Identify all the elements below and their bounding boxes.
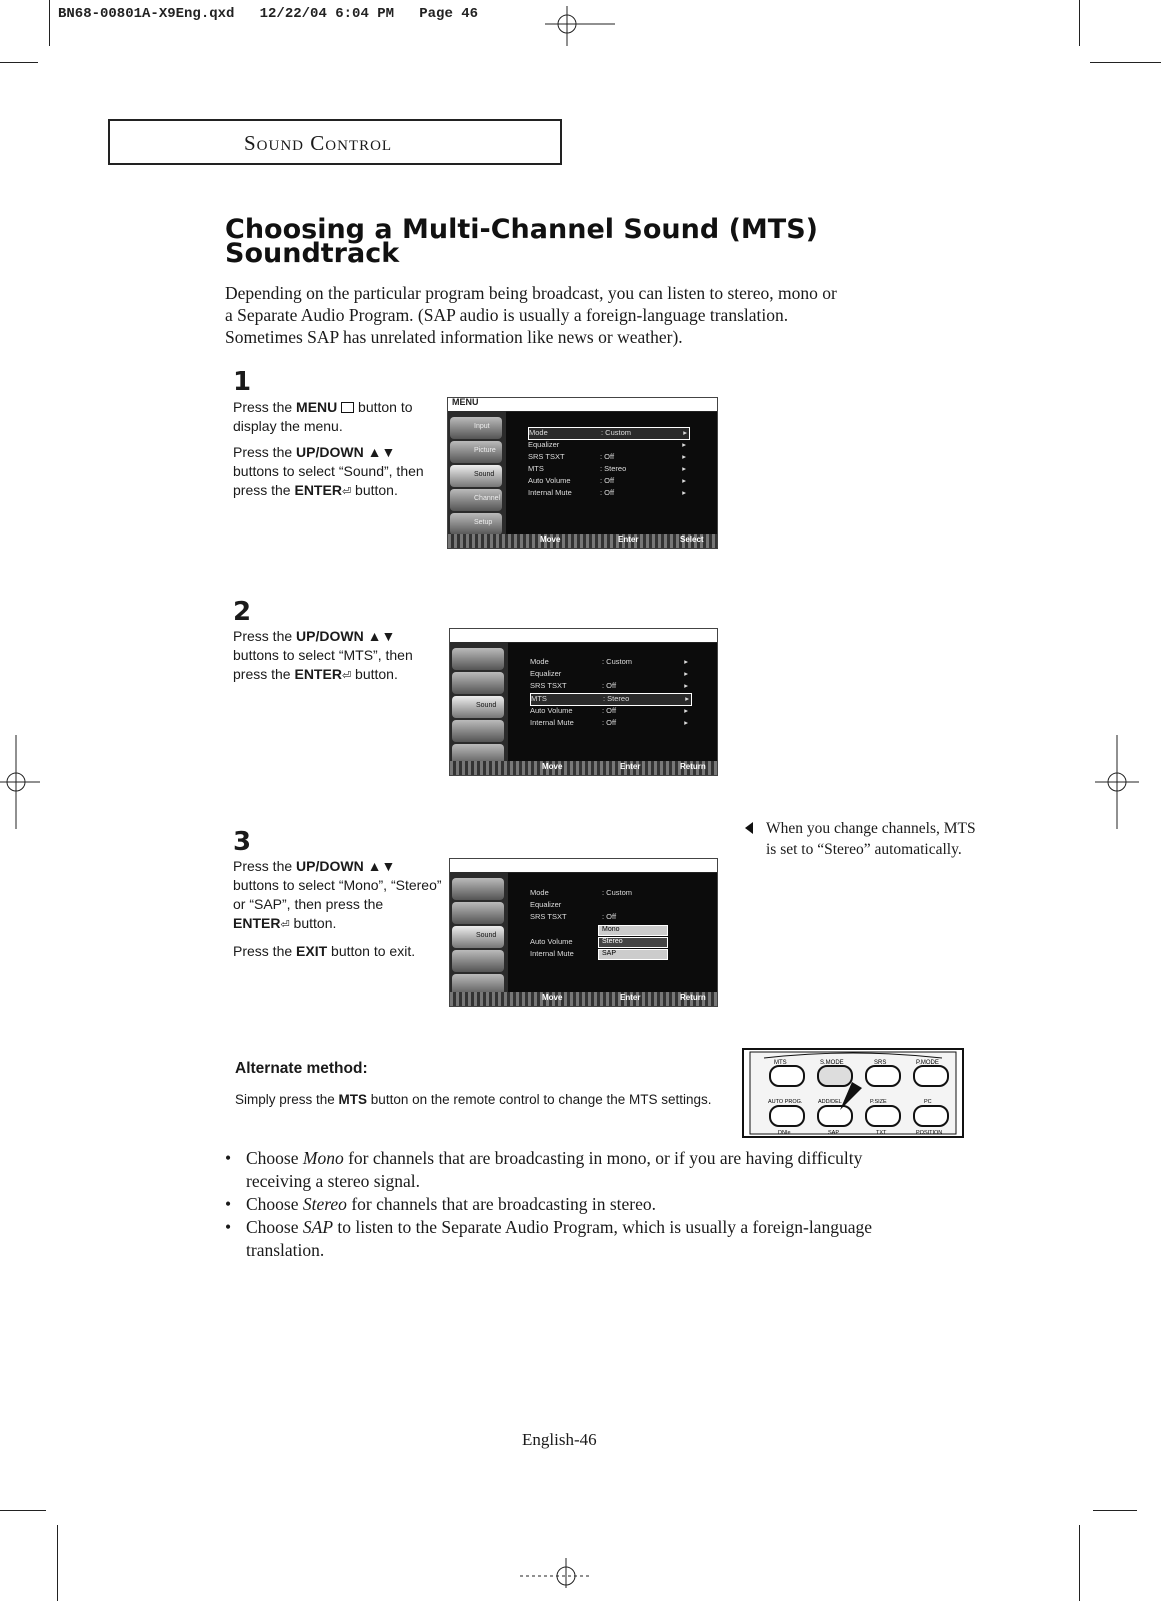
mts-option-mono[interactable]: Mono	[598, 925, 668, 936]
list-item: • Choose Mono for channels that are broadcasting in mono, or if you are having difficulty receiving a stereo signal.	[225, 1147, 925, 1193]
osd-footer-return: Return	[680, 993, 706, 1002]
side-note	[745, 818, 985, 860]
step-number: 2	[233, 597, 252, 627]
crop-mark	[0, 1510, 46, 1511]
osd-topbar-label: MENU	[452, 397, 479, 407]
osd-sidebar	[448, 411, 506, 534]
remote-label: MTS	[774, 1060, 787, 1066]
list-item: • Choose Stereo for channels that are broadcasting in stereo.	[225, 1193, 925, 1216]
enter-icon: ⏎	[341, 670, 352, 682]
osd-side-label: Picture	[474, 447, 496, 454]
crop-mark	[57, 1525, 58, 1601]
mts-options-list	[225, 1147, 925, 1262]
remote-label: SAP	[828, 1130, 840, 1136]
remote-label: S.MODE	[820, 1060, 844, 1066]
osd-topbar	[450, 859, 717, 873]
osd-side-label: Channel	[474, 495, 501, 502]
osd-footer	[450, 761, 717, 775]
remote-control-illustration	[742, 1048, 964, 1138]
osd-picture-icon	[452, 672, 504, 694]
osd-sound-menu-2	[449, 628, 718, 776]
osd-side-label: Sound	[474, 471, 495, 478]
crop-mark	[1079, 1525, 1080, 1601]
osd-footer-enter: Enter	[620, 762, 641, 771]
osd-sidebar	[450, 872, 508, 992]
registration-mark-icon	[1095, 735, 1139, 829]
osd-row-internal-mute: Internal Mute : Off ▸	[530, 718, 688, 727]
step-3-instructions: Press the UP/DOWN ▲▼ buttons to select “Mono”, “Stereo” or “SAP”, then press the ENTER⏎ button. Press the EXIT button to exit.	[233, 858, 442, 959]
osd-footer	[450, 992, 717, 1006]
page-title	[225, 214, 945, 269]
osd-footer-enter: Enter	[620, 993, 641, 1002]
remote-label: P.SIZE	[870, 1099, 887, 1105]
osd-input-icon	[452, 878, 504, 900]
osd-side-label: Setup	[474, 519, 493, 526]
registration-mark-icon	[0, 735, 40, 829]
enter-icon: ⏎	[341, 486, 352, 498]
crop-mark	[1093, 1510, 1137, 1511]
osd-row-srs: SRS TSXT : Off ▸	[528, 452, 686, 461]
step-2-instructions: Press the UP/DOWN ▲▼ buttons to select “MTS”, then press the ENTER⏎ button.	[233, 628, 413, 682]
section-title: Sound Control	[244, 131, 393, 155]
remote-label: AUTO PROG.	[768, 1099, 803, 1105]
osd-picture-icon	[452, 902, 504, 924]
mts-option-stereo[interactable]: Stereo	[598, 937, 668, 948]
osd-row-mts: MTS : Stereo ▸	[528, 464, 686, 473]
osd-row-internal-mute: Internal Mute	[530, 949, 574, 958]
intro-paragraph	[225, 282, 965, 348]
crop-mark	[49, 0, 50, 46]
crop-mark	[1079, 0, 1080, 46]
osd-input-icon	[452, 648, 504, 670]
osd-row-srs: SRS TSXT : Off	[530, 912, 617, 921]
intro-line: a Separate Audio Program. (SAP audio is usually a foreign-language translation.	[225, 305, 789, 325]
print-slug: BN68-00801A-X9Eng.qxd 12/22/04 6:04 PM Page 46	[58, 6, 479, 22]
registration-mark-icon	[545, 4, 615, 48]
remote-label: ADD/DEL	[818, 1099, 842, 1105]
title-line-2: Soundtrack	[225, 238, 400, 269]
osd-side-label: Sound	[476, 932, 497, 939]
osd-footer-return: Return	[680, 762, 706, 771]
remote-label: PC	[924, 1099, 932, 1105]
step-number: 1	[233, 367, 252, 397]
remote-label: DNIe	[778, 1130, 791, 1136]
osd-row-mode: Mode : Custom	[530, 888, 633, 897]
osd-channel-icon	[452, 720, 504, 742]
remote-label: SRS	[874, 1060, 887, 1066]
remote-label: TXT	[876, 1130, 887, 1136]
osd-row-mts: MTS : Stereo ▸	[530, 693, 692, 706]
osd-row-auto-volume: Auto Volume : Off ▸	[530, 706, 688, 715]
side-note-text: When you change channels, MTS is set to “Stereo” automatically.	[766, 820, 976, 858]
osd-row-auto-volume: Auto Volume : Off ▸	[528, 476, 686, 485]
crop-mark	[1090, 62, 1161, 63]
osd-footer-move: Move	[540, 535, 561, 544]
osd-footer-select: Select	[680, 535, 704, 544]
osd-side-label: Sound	[476, 702, 497, 709]
osd-row-equalizer: Equalizer ▸	[528, 440, 686, 449]
osd-topbar	[450, 629, 717, 643]
osd-footer-enter: Enter	[618, 535, 639, 544]
osd-footer-move: Move	[542, 762, 563, 771]
osd-row-internal-mute: Internal Mute : Off ▸	[528, 488, 686, 497]
osd-sound-menu-1	[447, 397, 718, 549]
osd-row-srs: SRS TSXT : Off ▸	[530, 681, 688, 690]
pointer-triangle-icon	[745, 822, 753, 834]
remote-buttons-icon	[744, 1050, 962, 1136]
osd-sidebar	[450, 642, 508, 761]
menu-icon	[341, 402, 354, 413]
list-item: • Choose SAP to listen to the Separate Audio Program, which is usually a foreign-language translation.	[225, 1216, 925, 1262]
step-number: 3	[233, 827, 252, 857]
osd-footer-move: Move	[542, 993, 563, 1002]
remote-label: POSITION	[916, 1130, 943, 1136]
osd-side-label: Input	[474, 423, 490, 430]
osd-row-equalizer: Equalizer	[530, 900, 562, 909]
osd-row-mode: Mode : Custom ▸	[528, 427, 690, 440]
osd-footer	[448, 534, 717, 548]
crop-mark	[0, 62, 38, 63]
alternate-method-text: Simply press the MTS button on the remote control to change the MTS settings.	[235, 1092, 712, 1107]
registration-mark-icon	[520, 1528, 590, 1588]
osd-topbar	[448, 398, 717, 412]
step-1-instructions: Press the MENU button to display the menu. Press the UP/DOWN ▲▼ buttons to select “Sound”, then press the ENTER⏎ button.	[233, 399, 424, 498]
osd-row-equalizer: Equalizer ▸	[530, 669, 688, 678]
page-number: English-46	[522, 1430, 597, 1449]
osd-row-mode: Mode : Custom ▸	[530, 657, 688, 666]
title-line-1: Choosing a Multi-Channel Sound (MTS)	[225, 214, 818, 245]
enter-icon: ⏎	[280, 919, 290, 931]
osd-sound-menu-3	[449, 858, 718, 1007]
remote-label: P.MODE	[916, 1060, 939, 1066]
alternate-method-heading: Alternate method:	[235, 1060, 368, 1077]
intro-line: Depending on the particular program being broadcast, you can listen to stereo, mono or	[225, 283, 837, 303]
intro-line: Sometimes SAP has unrelated information like news or weather).	[225, 327, 683, 347]
osd-row-auto-volume: Auto Volume	[530, 937, 573, 946]
mts-option-sap[interactable]: SAP	[598, 949, 668, 960]
osd-channel-icon	[452, 950, 504, 972]
